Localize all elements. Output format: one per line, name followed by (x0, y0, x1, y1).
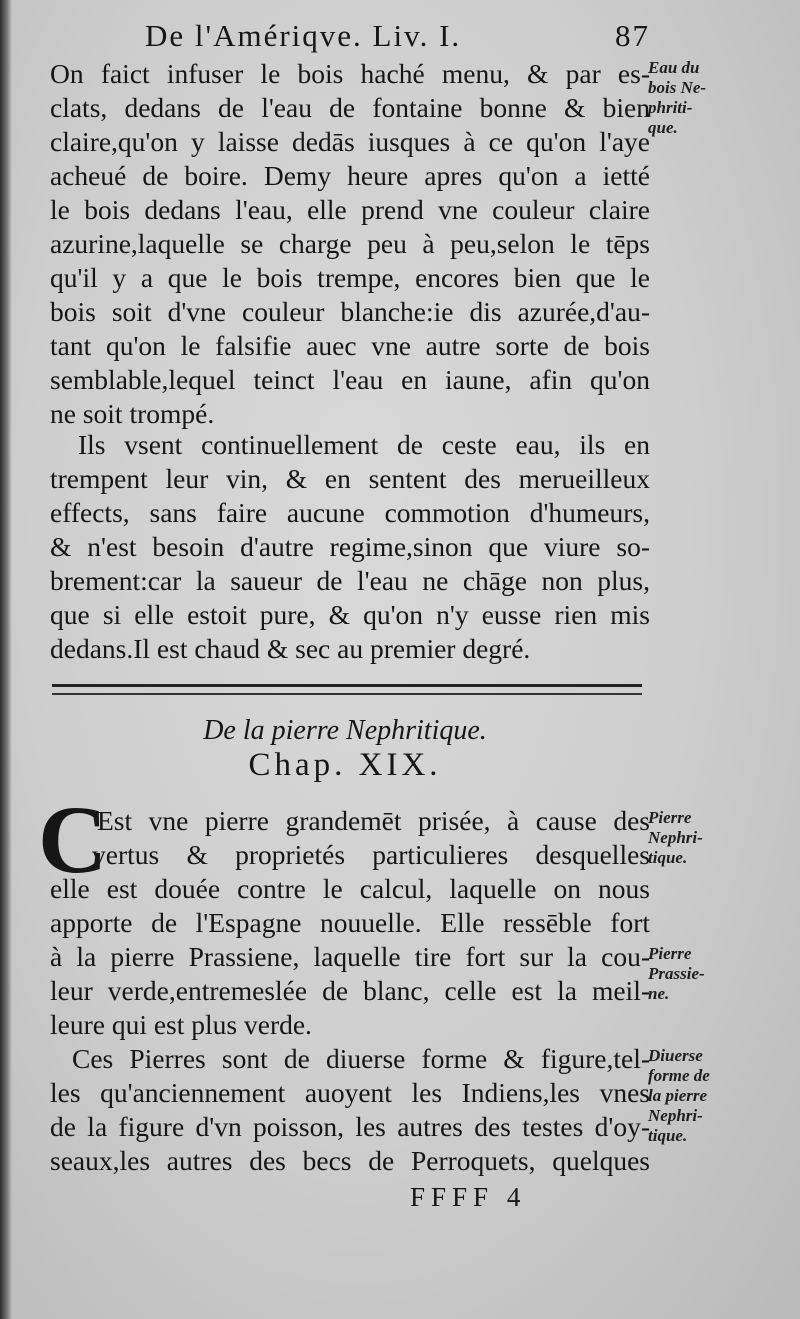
text-line: Ces Pierres sont de diuerse forme & figure,tel- (72, 1043, 650, 1074)
text-line: tant qu'on le falsifie auec vne autre sorte de bois (50, 330, 650, 361)
margin-note-line: tique. (648, 1126, 688, 1145)
text-line: de la figure d'vn poisson, les autres des testes d'oy- (50, 1111, 650, 1142)
paragraph-2 (50, 428, 650, 666)
text-line: azurine,laquelle se charge peu à peu,selon le tēps (50, 228, 650, 259)
margin-note-pierre-nephritique (648, 808, 788, 868)
text-line: seaux,les autres des becs de Perroquets, quelques (50, 1145, 650, 1176)
running-header (145, 18, 665, 54)
text-line: vertus & proprietés particulieres desquelles (92, 839, 650, 870)
margin-note-line: Eau du (648, 58, 700, 77)
text-line: apporte de l'Espagne nouuelle. Elle ressēble fort (50, 907, 650, 938)
margin-note-line: bois Ne- (648, 78, 707, 97)
paragraph-3 (50, 804, 650, 1042)
text-line: les qu'anciennement auoyent les Indiens,les vnes (50, 1077, 650, 1108)
text-line: que si elle estoit pure, & qu'on n'y eusse rien mis (50, 599, 650, 630)
margin-note-line: phriti- (648, 98, 693, 117)
text-line: ne soit trompé. (50, 398, 215, 429)
signature-mark: FFFF 4 (410, 1182, 527, 1212)
margin-note-line: Pierre (648, 808, 692, 827)
page-gutter-shadow (0, 0, 12, 1319)
text-line: Ils vsent continuellement de ceste eau, ils en (78, 429, 650, 460)
text-line: acheué de boire. Demy heure apres qu'on a ietté (50, 160, 650, 191)
paragraph-1 (50, 57, 650, 431)
text-line: le bois dedans l'eau, elle prend vne couleur claire (50, 194, 650, 225)
text-line: à la pierre Prassiene, laquelle tire fort sur la cou- (50, 941, 650, 972)
text-line: qu'il y a que le bois trempe, encores bien que le (50, 262, 650, 293)
page-number: 87 (615, 18, 650, 53)
drop-cap: C (38, 786, 108, 893)
margin-note-line: Prassie- (648, 964, 705, 983)
margin-note-line: Diuerse (648, 1046, 703, 1065)
text-line: & n'est besoin d'autre regime,sinon que viure so- (50, 531, 650, 562)
text-line: On faict infuser le bois haché menu, & par es- (50, 58, 650, 89)
text-line: claire,qu'on y laisse dedās iusques à ce qu'on l'aye (50, 126, 650, 157)
margin-note-line: forme de (648, 1066, 710, 1085)
paragraph-4 (50, 1042, 650, 1178)
margin-note-line: Pierre (648, 944, 692, 963)
margin-note-line: Nephri- (648, 1106, 703, 1125)
section-divider (52, 684, 642, 695)
text-line: leur verde,entremeslée de blanc, celle est la meil- (50, 975, 650, 1006)
margin-note-line: tique. (648, 848, 688, 867)
text-line: trempent leur vin, & en sentent des merueilleux (50, 463, 650, 494)
margin-note-diuerse-forme (648, 1046, 788, 1146)
margin-note-line: Nephri- (648, 828, 703, 847)
margin-note-eau-du-bois (648, 58, 788, 138)
running-title: De l'Amériqve. Liv. I. (145, 18, 462, 53)
text-line: dedans.Il est chaud & sec au premier degré. (50, 633, 531, 664)
text-line: elle est douée contre le calcul, laquelle on nous (50, 873, 650, 904)
chapter-title: De la pierre Nephritique. (203, 715, 487, 746)
margin-note-line: que. (648, 118, 678, 137)
text-line: bois soit d'vne couleur blanche:ie dis azurée,d'au- (50, 296, 650, 327)
margin-note-line: ne. (648, 984, 670, 1003)
text-line: leure qui est plus verde. (50, 1009, 312, 1040)
text-line: semblable,lequel teinct l'eau en iaune, afin qu'on (50, 364, 650, 395)
text-line: effects, sans faire aucune commotion d'humeurs, (50, 497, 650, 528)
margin-note-pierre-prassiene (648, 944, 788, 1004)
chapter-number: Chap. XIX. (248, 747, 442, 783)
text-line: 'Est vne pierre grandemēt prisée, à cause des (92, 805, 650, 836)
text-line: clats, dedans de l'eau de fontaine bonne & bien (50, 92, 650, 123)
margin-note-line: la pierre (648, 1086, 708, 1105)
text-line: brement:car la saueur de l'eau ne chāge non plus, (50, 565, 650, 596)
